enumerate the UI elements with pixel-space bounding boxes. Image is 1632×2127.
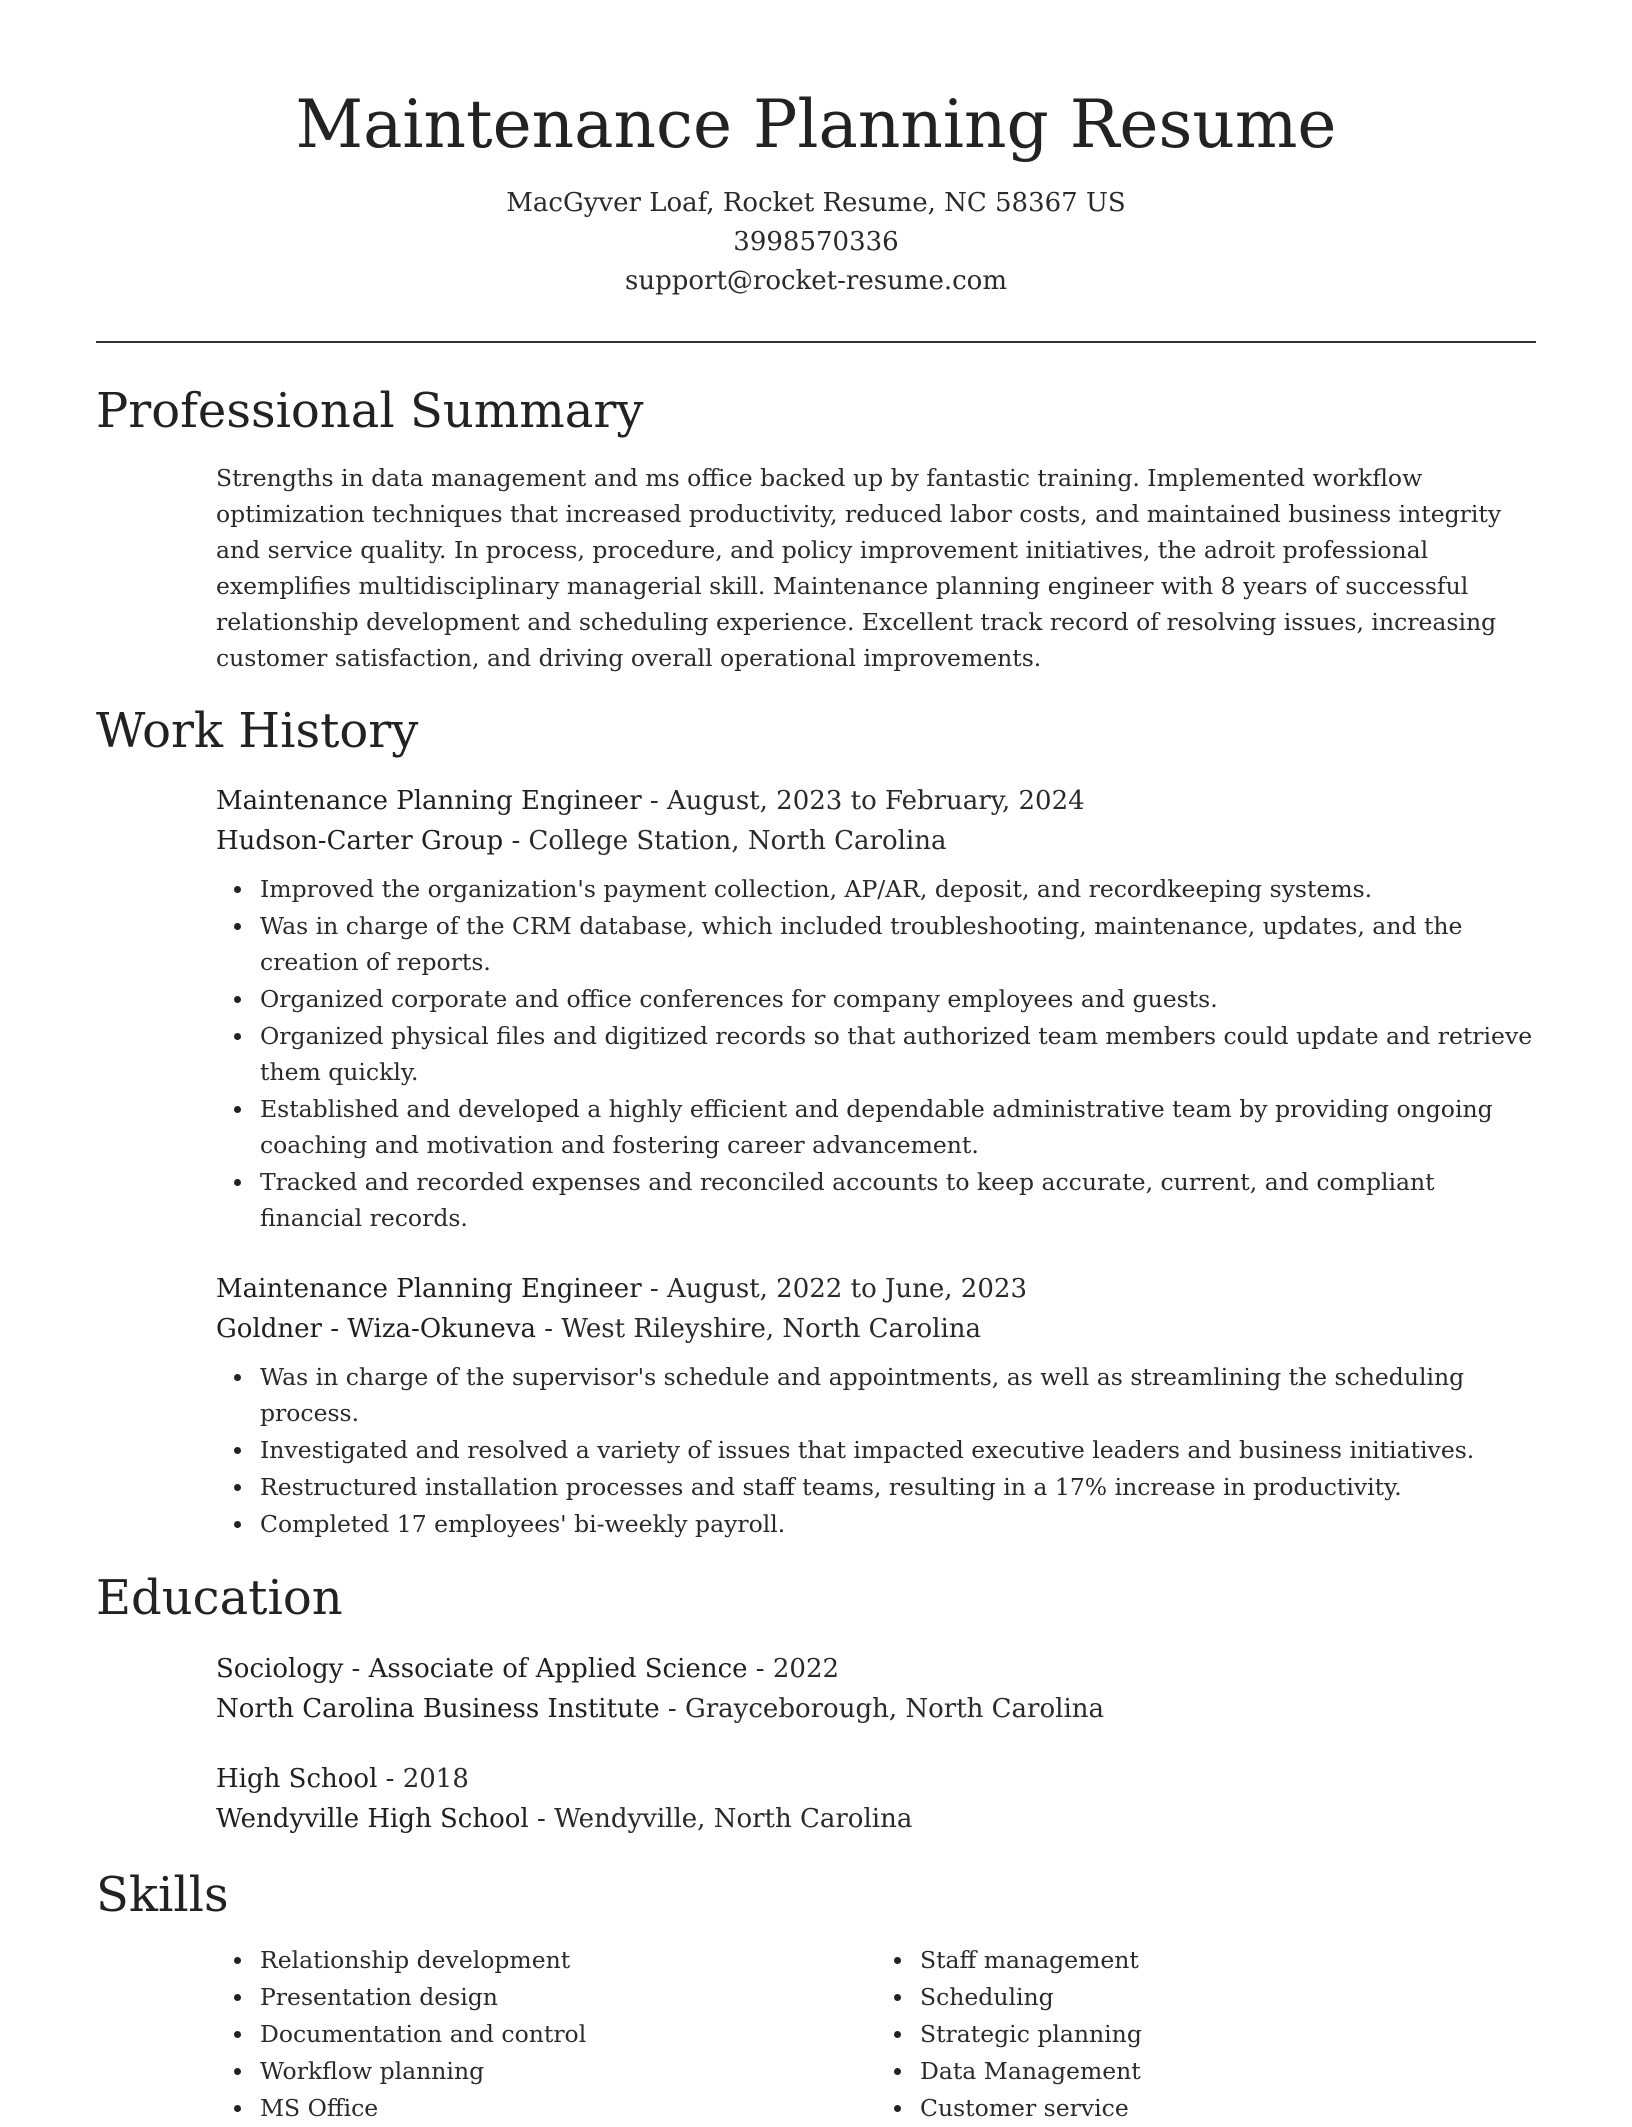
skill-item: Scheduling xyxy=(920,1979,1536,2015)
education-location: Grayceborough, North Carolina xyxy=(684,1694,1105,1724)
skill-item: MS Office xyxy=(260,2090,876,2126)
job-dates: August, 2023 to February, 2024 xyxy=(666,786,1085,816)
contact-info xyxy=(0,184,1632,301)
job-title-line: Maintenance Planning Engineer - August, 2023 to February, 2024 xyxy=(216,786,1085,816)
skill-item: Documentation and control xyxy=(260,2016,876,2052)
section-title-work: Work History xyxy=(96,703,419,759)
education-entry xyxy=(216,1759,1536,1839)
job-entry xyxy=(216,781,1536,1237)
list-item: Improved the organization's payment collection, AP/AR, deposit, and recordkeeping systems. xyxy=(260,871,1536,907)
skill-item: Data Management xyxy=(920,2053,1536,2089)
job-company: Goldner - Wiza-Okuneva xyxy=(216,1314,536,1344)
skill-item: Relationship development xyxy=(260,1942,876,1978)
job-role: Maintenance Planning Engineer xyxy=(216,1274,642,1304)
education-degree: Associate of Applied Science xyxy=(368,1654,748,1684)
section-title-skills: Skills xyxy=(96,1867,229,1923)
list-item: Established and developed a highly efficient and dependable administrative team by providing ongoing coaching and motivation and fostering career advancement. xyxy=(260,1091,1536,1163)
header-divider xyxy=(96,341,1536,343)
list-item: Completed 17 employees' bi-weekly payroll. xyxy=(260,1506,1536,1542)
job-dates: August, 2022 to June, 2023 xyxy=(666,1274,1027,1304)
list-item: Tracked and recorded expenses and reconciled accounts to keep accurate, current, and compliant financial records. xyxy=(260,1164,1536,1236)
skill-item: Customer service xyxy=(920,2090,1536,2126)
job-title-line: Maintenance Planning Engineer - August, 2022 to June, 2023 xyxy=(216,1274,1027,1304)
job-entry xyxy=(216,1269,1536,1543)
education-field: Sociology xyxy=(216,1654,344,1684)
job-bullets xyxy=(216,1359,1536,1542)
education-entry xyxy=(216,1649,1536,1729)
education-field: High School xyxy=(216,1764,378,1794)
resume-header xyxy=(0,80,1632,301)
job-company-line: Goldner - Wiza-Okuneva - West Rileyshire, North Carolina xyxy=(216,1314,982,1344)
skill-item: Workflow planning xyxy=(260,2053,876,2089)
job-role: Maintenance Planning Engineer xyxy=(216,786,642,816)
education-degree-line: High School - 2018 xyxy=(216,1764,469,1794)
list-item: Investigated and resolved a variety of issues that impacted executive leaders and business initiatives. xyxy=(260,1432,1536,1468)
skills-column-right xyxy=(876,1942,1536,2127)
skill-item: Presentation design xyxy=(260,1979,876,2015)
skill-item: Strategic planning xyxy=(920,2016,1536,2052)
summary-text: Strengths in data management and ms office backed up by fantastic training. Implemented workflow optimization techniques that increased productivity, reduced labor costs, and maintained business integrity and service quality. In process, procedure, and policy improvement initiatives, the adroit professional exemplifies multidisciplinary managerial skill. Maintenance planning engineer with 8 years of successful relationship development and scheduling experience. Excellent track record of resolving issues, increasing customer satisfaction, and driving overall operational improvements. xyxy=(216,464,1502,672)
education-school: North Carolina Business Institute xyxy=(216,1694,660,1724)
list-item: Restructured installation processes and staff teams, resulting in a 17% increase in productivity. xyxy=(260,1469,1536,1505)
education-degree-line: Sociology - Associate of Applied Science - 2022 xyxy=(216,1654,840,1684)
education-location: Wendyville, North Carolina xyxy=(554,1804,913,1834)
list-item: Was in charge of the CRM database, which included troubleshooting, maintenance, updates, and the creation of reports. xyxy=(260,908,1536,980)
summary-block xyxy=(216,460,1536,676)
contact-address: MacGyver Loaf, Rocket Resume, NC 58367 US xyxy=(506,188,1126,218)
job-bullets xyxy=(216,871,1536,1236)
skills-list xyxy=(216,1942,1536,2127)
section-title-summary: Professional Summary xyxy=(96,383,644,439)
education-year: 2018 xyxy=(402,1764,469,1794)
education-school-line: North Carolina Business Institute - Grayceborough, North Carolina xyxy=(216,1694,1105,1724)
contact-email: support@rocket-resume.com xyxy=(624,266,1007,296)
education-school-line: Wendyville High School - Wendyville, North Carolina xyxy=(216,1804,913,1834)
list-item: Was in charge of the supervisor's schedule and appointments, as well as streamlining the scheduling process. xyxy=(260,1359,1536,1431)
skill-item: Staff management xyxy=(920,1942,1536,1978)
skills-column-left xyxy=(216,1942,876,2127)
job-company-line: Hudson-Carter Group - College Station, North Carolina xyxy=(216,826,947,856)
section-title-education: Education xyxy=(96,1570,343,1626)
job-location: College Station, North Carolina xyxy=(528,826,947,856)
education-school: Wendyville High School xyxy=(216,1804,529,1834)
education-year: 2022 xyxy=(772,1654,840,1684)
resume-title: Maintenance Planning Resume xyxy=(295,86,1337,163)
list-item: Organized corporate and office conferences for company employees and guests. xyxy=(260,981,1536,1017)
job-location: West Rileyshire, North Carolina xyxy=(561,1314,982,1344)
list-item: Organized physical files and digitized records so that authorized team members could update and retrieve them quickly. xyxy=(260,1018,1536,1090)
contact-phone: 3998570336 xyxy=(733,227,899,257)
job-company: Hudson-Carter Group xyxy=(216,826,504,856)
